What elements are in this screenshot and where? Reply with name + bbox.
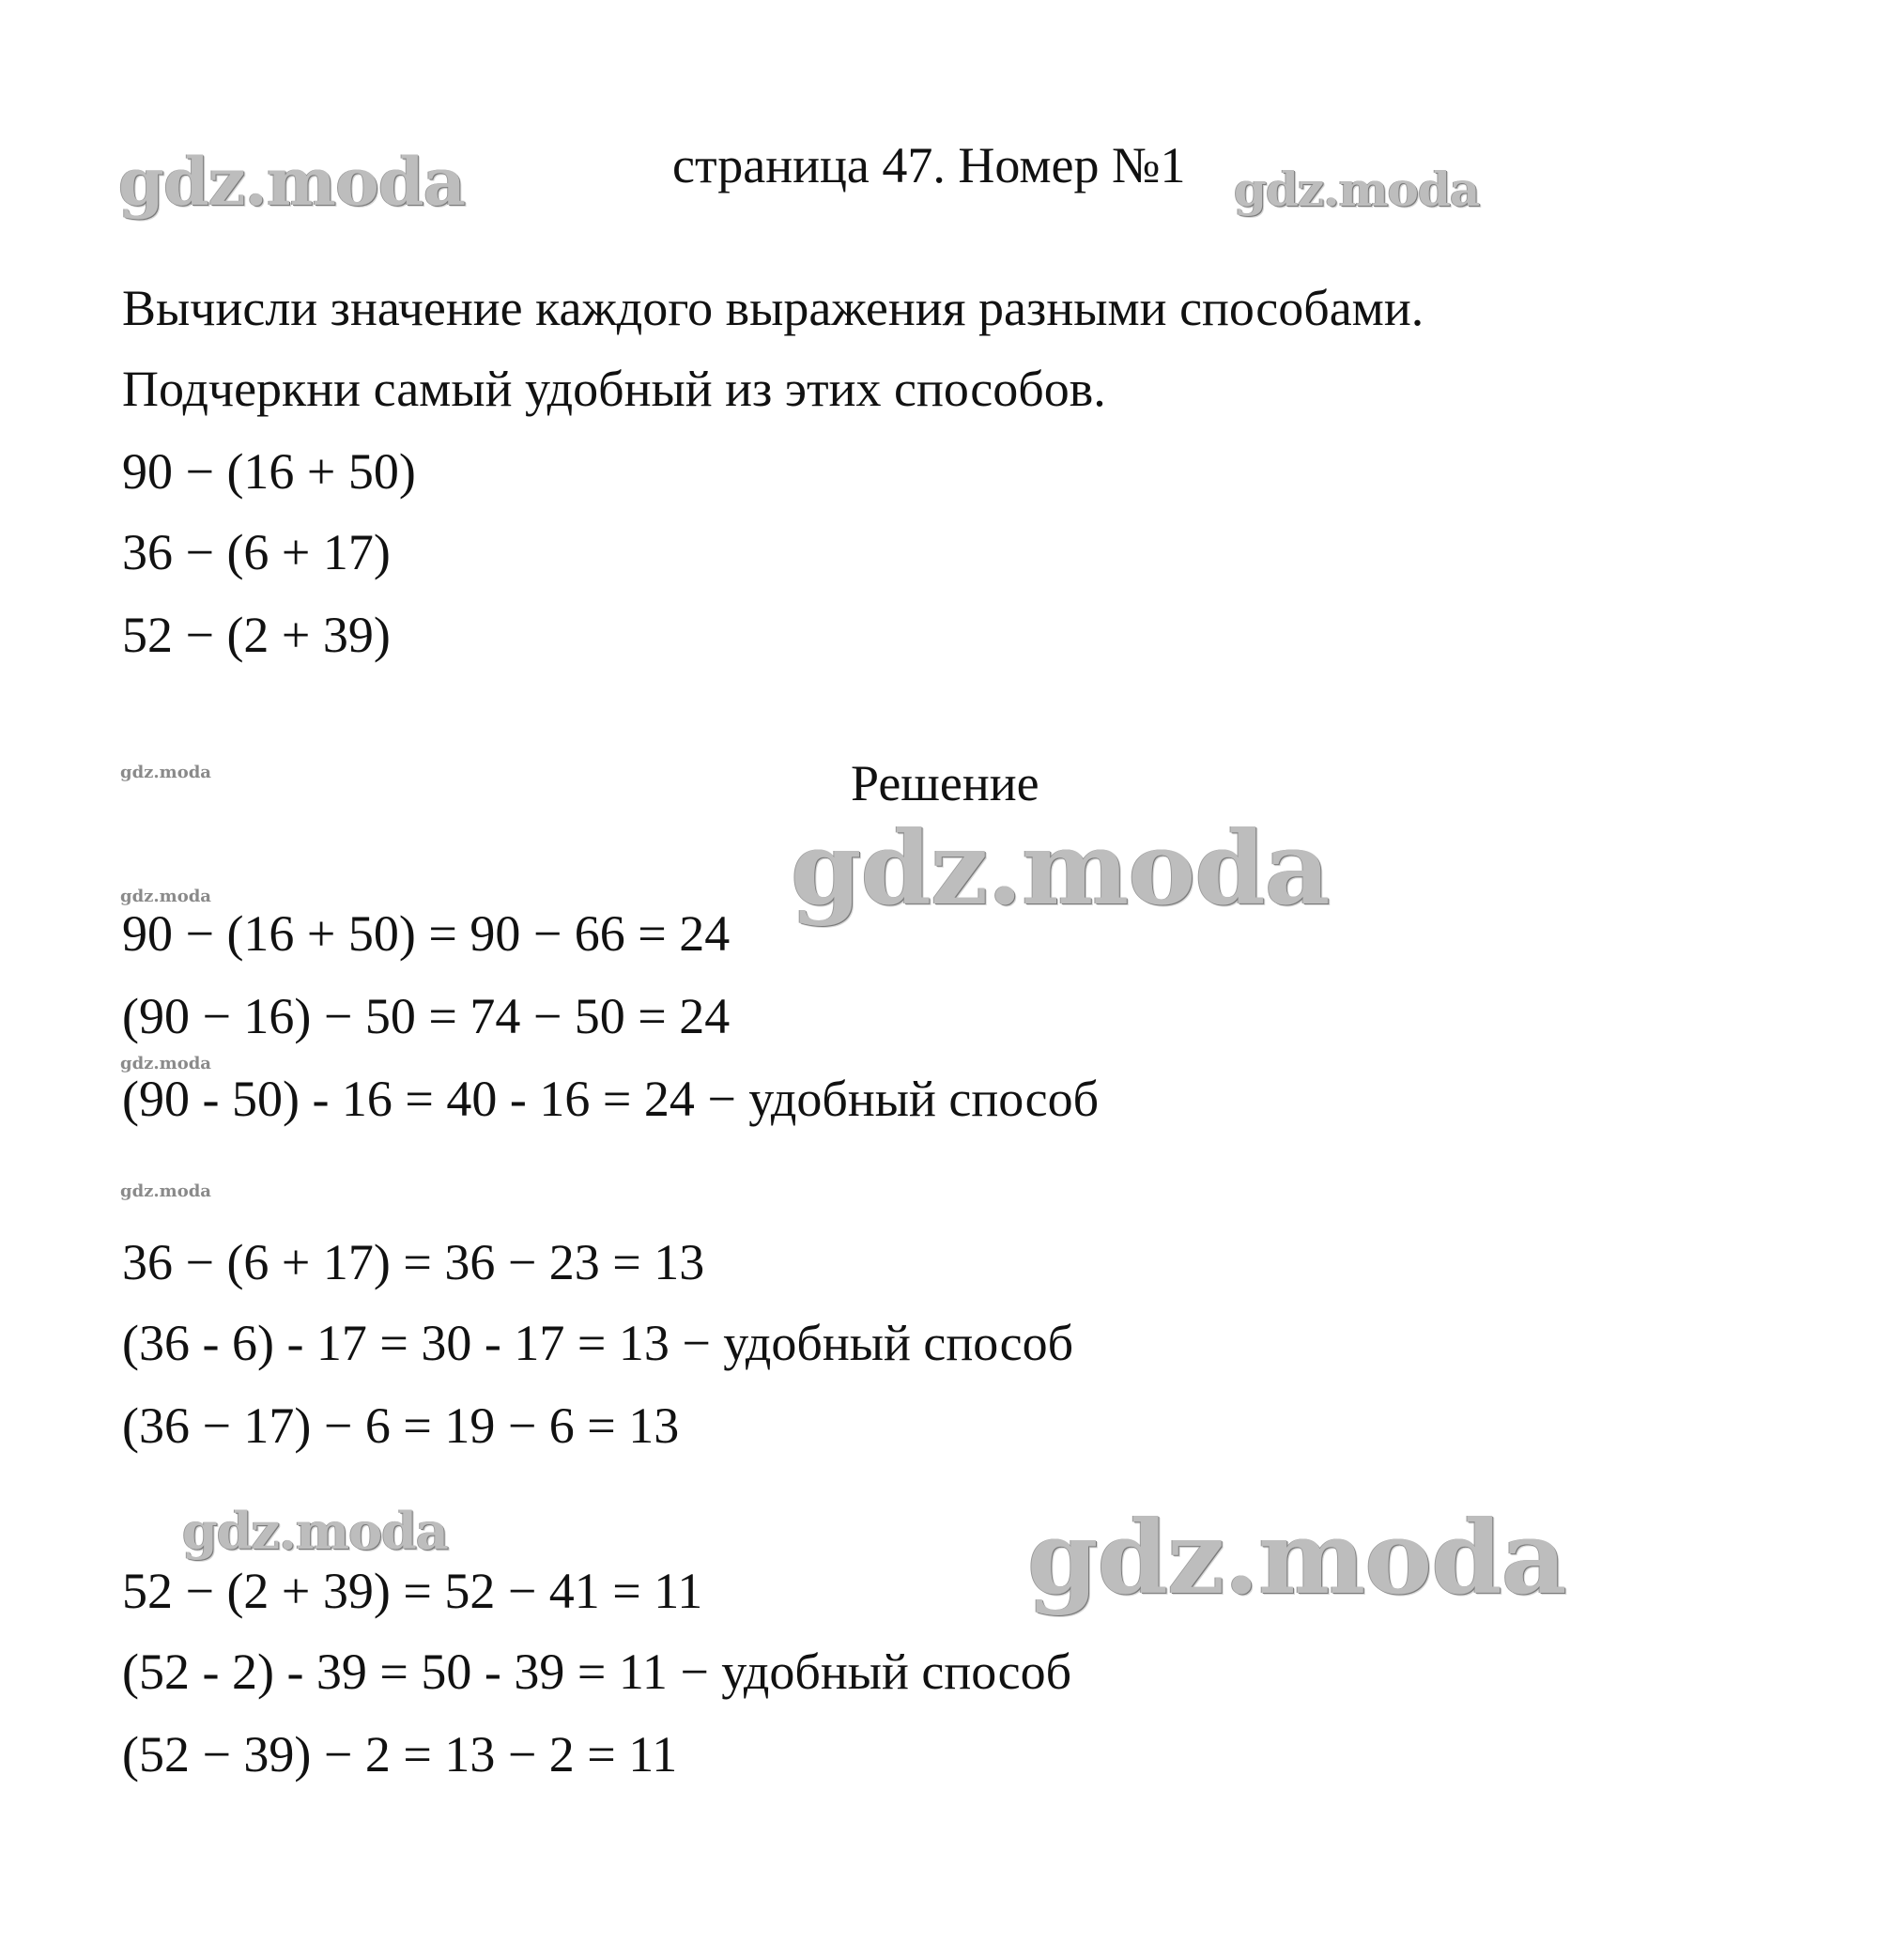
watermark-logo: gdz.moda <box>182 1501 448 1561</box>
solution-heading: Решение <box>851 755 1039 811</box>
task-expression: 90 − (16 + 50) <box>122 443 416 500</box>
watermark-logo: gdz.moda <box>1027 1499 1566 1617</box>
task-expression: 36 − (6 + 17) <box>122 524 391 580</box>
solution-line: 90 − (16 + 50) = 90 − 66 = 24 <box>122 905 731 962</box>
task-expression: 52 − (2 + 39) <box>122 607 391 663</box>
solution-line: (36 − 17) − 6 = 19 − 6 = 13 <box>122 1397 680 1454</box>
solution-line: (36 - 6) - 17 = 30 - 17 = 13 − удобный способ <box>122 1315 1074 1371</box>
solution-line: (52 − 39) − 2 = 13 − 2 = 11 <box>122 1726 678 1783</box>
solution-line: (52 - 2) - 39 = 50 - 39 = 11 − удобный способ <box>122 1644 1072 1700</box>
watermark-logo: gdz.moda <box>120 763 211 782</box>
solution-line: 52 − (2 + 39) = 52 − 41 = 11 <box>122 1563 703 1619</box>
watermark-logo: gdz.moda <box>1234 162 1480 217</box>
task-text: Вычисли значение каждого выражения разными способами. <box>122 280 1424 336</box>
page-title: страница 47. Номер №1 <box>672 137 1186 193</box>
watermark-logo: gdz.moda <box>118 143 466 221</box>
solution-line: (90 − 16) − 50 = 74 − 50 = 24 <box>122 988 731 1044</box>
watermark-logo: gdz.moda <box>791 810 1330 928</box>
solution-line: 36 − (6 + 17) = 36 − 23 = 13 <box>122 1234 705 1290</box>
watermark-logo: gdz.moda <box>120 1054 211 1073</box>
watermark-logo: gdz.moda <box>120 887 211 906</box>
solution-line: (90 - 50) - 16 = 40 - 16 = 24 − удобный способ <box>122 1071 1100 1127</box>
watermark-logo: gdz.moda <box>120 1181 211 1201</box>
task-text: Подчеркни самый удобный из этих способов. <box>122 361 1106 417</box>
